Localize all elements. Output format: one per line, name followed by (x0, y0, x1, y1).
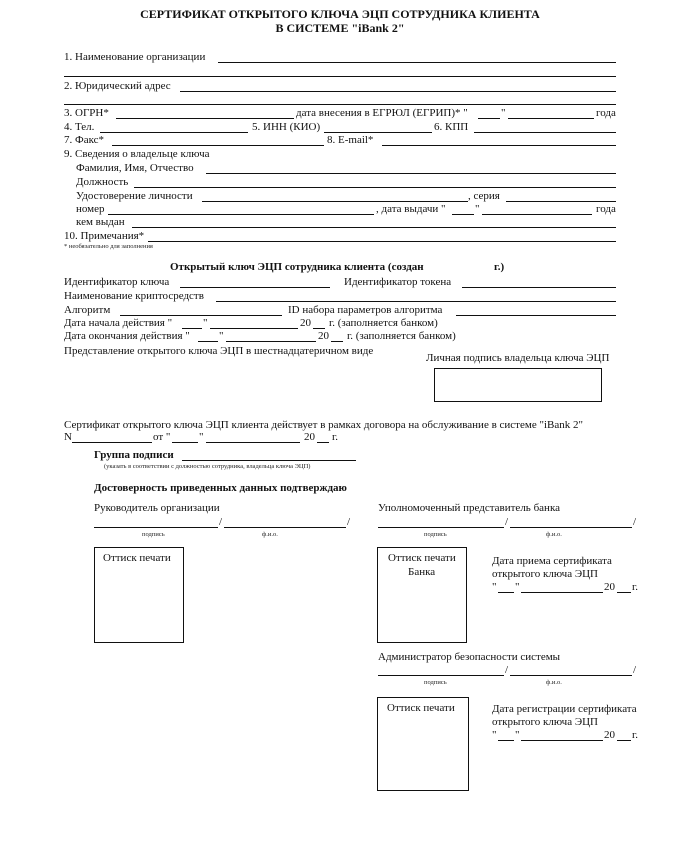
bank-stamp-label-2: Банка (408, 566, 436, 578)
contract-year-prefix: 20 (304, 431, 315, 443)
admin-slash-2: / (633, 664, 637, 676)
owner-number-label: номер (76, 203, 105, 215)
address-field-line2[interactable] (64, 104, 616, 105)
owner-position-field[interactable] (134, 187, 616, 188)
admin-signature-field[interactable] (378, 675, 504, 676)
admin-label: Администратор безопасности системы (378, 651, 561, 663)
reg-year-prefix: 20 (604, 729, 615, 741)
kpp-field[interactable] (474, 132, 616, 133)
head-org-label: Руководитель организации (94, 502, 220, 514)
egrul-month-field[interactable] (508, 118, 594, 119)
start-month-field[interactable] (210, 328, 298, 329)
token-id-field[interactable] (462, 287, 616, 288)
email-field[interactable] (382, 145, 616, 146)
document-subtitle: В СИСТЕМЕ "iBank 2" (275, 21, 405, 35)
contract-quote: " (199, 431, 204, 443)
tel-label: 4. Тел. (64, 121, 95, 133)
start-year-field[interactable] (313, 328, 325, 329)
reg-year-suffix: г. (632, 729, 639, 741)
receipt-month-field[interactable] (521, 592, 603, 593)
param-set-field[interactable] (456, 315, 616, 316)
owner-fio-field[interactable] (206, 173, 616, 174)
head-org-fio-hint: ф.и.о. (262, 531, 278, 538)
tel-field[interactable] (100, 132, 248, 133)
contract-month-field[interactable] (206, 442, 300, 443)
end-quote: " (219, 330, 224, 342)
reg-quote-open: " (492, 729, 497, 741)
end-year-prefix: 20 (318, 330, 329, 342)
admin-slash-1: / (505, 664, 509, 676)
owner-issue-year-label: года (596, 203, 616, 215)
owner-issue-month-field[interactable] (482, 214, 592, 215)
reg-month-field[interactable] (521, 740, 603, 741)
owner-section-label: 9. Сведения о владельце ключа (64, 148, 210, 160)
notes-label: 10. Примечания* (64, 230, 145, 242)
signature-label: Личная подпись владельца ключа ЭЦП (426, 352, 610, 364)
param-set-label: ID набора параметров алгоритма (288, 304, 443, 316)
inn-label: 5. ИНН (КИО) (252, 121, 321, 133)
owner-fio-label: Фамилия, Имя, Отчество (76, 162, 194, 174)
kpp-label: 6. КПП (434, 121, 469, 133)
owner-issue-day-field[interactable] (452, 214, 474, 215)
key-heading: Открытый ключ ЭЦП сотрудника клиента (создан (170, 261, 424, 273)
owner-issued-by-field[interactable] (132, 227, 616, 228)
bank-rep-slash-2: / (633, 516, 637, 528)
egrul-day-field[interactable] (478, 118, 500, 119)
start-date-label: Дата начала действия " (64, 317, 173, 329)
head-org-slash-2: / (347, 516, 351, 528)
client-stamp-label: Оттиск печати (103, 552, 171, 564)
inn-field[interactable] (324, 132, 432, 133)
fax-label: 7. Факс* (64, 134, 105, 146)
email-label: 8. E-mail* (327, 134, 374, 146)
owner-id-doc-field[interactable] (202, 201, 468, 202)
admin-signature-hint: подпись (424, 679, 447, 686)
owner-number-field[interactable] (108, 214, 374, 215)
org-name-field[interactable] (218, 62, 616, 63)
head-org-fio-field[interactable] (224, 527, 346, 528)
head-org-signature-field[interactable] (94, 527, 218, 528)
bank-rep-signature-hint: подпись (424, 531, 447, 538)
crypto-field[interactable] (216, 301, 616, 302)
bank-rep-fio-field[interactable] (510, 527, 632, 528)
group-hint: (указать в соответствии с должностью сотрудника, владельца ключа ЭЦП) (104, 463, 311, 470)
owner-issue-quote: " (475, 203, 480, 215)
reg-year-field[interactable] (617, 740, 631, 741)
start-quote: " (203, 317, 208, 329)
admin-fio-hint: ф.и.о. (546, 679, 562, 686)
owner-series-label: , серия (468, 190, 500, 202)
receipt-year-suffix: г. (632, 581, 639, 593)
key-heading-year: г.) (494, 261, 505, 273)
receipt-year-prefix: 20 (604, 581, 615, 593)
bank-rep-fio-hint: ф.и.о. (546, 531, 562, 538)
reg-date-label-1: Дата регистрации сертификата (492, 703, 637, 715)
contract-year-suffix: г. (332, 431, 339, 443)
head-org-signature-hint: подпись (142, 531, 165, 538)
bank-rep-slash-1: / (505, 516, 509, 528)
address-field[interactable] (180, 91, 616, 92)
receipt-date-label-2: открытого ключа ЭЦП (492, 568, 598, 580)
owner-signature-box[interactable] (434, 368, 602, 402)
owner-position-label: Должность (76, 176, 129, 188)
end-month-field[interactable] (226, 341, 316, 342)
admin-stamp-label: Оттиск печати (387, 702, 455, 714)
contract-n-label: N (64, 431, 72, 443)
receipt-date-label-1: Дата приема сертификата (492, 555, 612, 567)
group-label: Группа подписи (94, 449, 174, 461)
confirm-heading: Достоверность приведенных данных подтверждаю (94, 482, 347, 494)
document-title: СЕРТИФИКАТ ОТКРЫТОГО КЛЮЧА ЭЦП СОТРУДНИКА КЛИЕНТА (140, 7, 540, 21)
egrul-quote: " (501, 107, 506, 119)
token-id-label: Идентификатор токена (344, 276, 452, 288)
end-day-field[interactable] (198, 341, 218, 342)
fax-field[interactable] (112, 145, 324, 146)
reg-quote-close: " (515, 729, 520, 741)
owner-series-field[interactable] (506, 201, 616, 202)
reg-day-field[interactable] (498, 740, 514, 741)
egrul-date-label: дата внесения в ЕГРЮЛ (ЕГРИП)* " (296, 107, 468, 119)
ogrn-field[interactable] (116, 118, 294, 119)
end-bank-fill: г. (заполняется банком) (347, 330, 456, 342)
bank-rep-label: Уполномоченный представитель банка (378, 502, 560, 514)
admin-fio-field[interactable] (510, 675, 632, 676)
owner-issued-by-label: кем выдан (76, 216, 125, 228)
org-name-field-line2[interactable] (64, 76, 616, 77)
key-id-label: Идентификатор ключа (64, 276, 170, 288)
key-id-field[interactable] (180, 287, 330, 288)
algorithm-label: Алгоритм (64, 304, 111, 316)
start-year-prefix: 20 (300, 317, 311, 329)
hex-label: Представление открытого ключа ЭЦП в шестнадцатеричном виде (64, 345, 374, 357)
footnote: * необязательно для заполнения (64, 243, 153, 250)
head-org-slash-1: / (219, 516, 223, 528)
end-year-field[interactable] (331, 341, 343, 342)
receipt-quote-close: " (515, 581, 520, 593)
notes-field[interactable] (148, 241, 616, 242)
org-name-label: 1. Наименование организации (64, 51, 206, 63)
egrul-year-label: года (596, 107, 616, 119)
reg-date-label-2: открытого ключа ЭЦП (492, 716, 598, 728)
end-date-label: Дата окончания действия " (64, 330, 190, 342)
address-label: 2. Юридический адрес (64, 80, 171, 92)
bank-stamp-label-1: Оттиск печати (388, 552, 456, 564)
bank-rep-signature-field[interactable] (378, 527, 504, 528)
ogrn-label: 3. ОГРН* (64, 107, 109, 119)
contract-year-field[interactable] (317, 442, 329, 443)
receipt-quote-open: " (492, 581, 497, 593)
receipt-year-field[interactable] (617, 592, 631, 593)
owner-issue-date-label: , дата выдачи " (376, 203, 446, 215)
contract-from-label: от " (153, 431, 171, 443)
start-day-field[interactable] (182, 328, 202, 329)
group-field[interactable] (182, 460, 356, 461)
algorithm-field[interactable] (120, 315, 282, 316)
owner-id-doc-label: Удостоверение личности (76, 190, 193, 202)
contract-number-field[interactable] (72, 442, 152, 443)
start-bank-fill: г. (заполняется банком) (329, 317, 438, 329)
crypto-label: Наименование криптосредств (64, 290, 204, 302)
contract-day-field[interactable] (172, 442, 198, 443)
contract-text: Сертификат открытого ключа ЭЦП клиента действует в рамках договора на обслуживание в системе "iBank 2" (64, 419, 583, 431)
receipt-day-field[interactable] (498, 592, 514, 593)
